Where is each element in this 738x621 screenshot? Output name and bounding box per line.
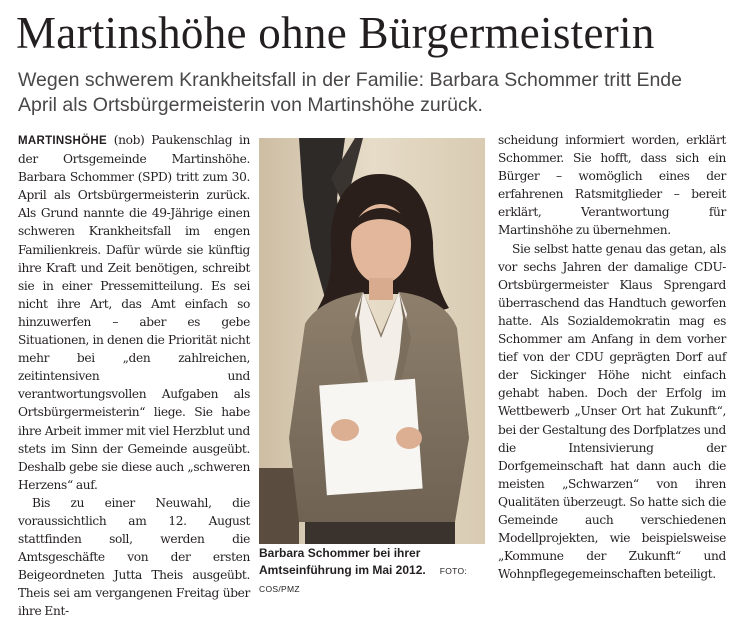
article-column-1 — [18, 131, 250, 621]
photo-caption — [259, 545, 491, 598]
headline: Martinshöhe ohne Bürgermeisterin — [16, 8, 655, 58]
subheadline: Wegen schwerem Krankheitsfall in der Familie: Barbara Schommer tritt Ende April als Ortsbürgermeisterin von Martinshöhe zurück. — [18, 69, 682, 116]
lead-text: (nob) Paukenschlag in der Ortsgemeinde Martinshöhe. Barbara Schommer (SPD) tritt zum 30. April als Ortsbürgermeisterin zurück. Als Grund nannte die 49-Jährige einen schweren Krankheitsfall im engen Familienkreis. Dafür würde sie künftig ihre Kraft und Zeit benötigen, schreibt sie in einer Pressemitteilung. Es sei nicht ihre Art, das Amt einfach so hinzuwerfen – aber es gebe Situationen, in denen die Priorität nicht mehr bei „den zahlreichen, zeitintensiven und verantwortungsvollen Aufgaben als Ortsbürgermeisterin“ liege. Sie habe ihre Arbeit immer mit viel Herzblut und stets im Sinn der Gemeinde ausgeübt. Deshalb gebe sie diese auch „schweren Herzens“ auf. — [18, 133, 250, 492]
paragraph-2-part-2: scheidung informiert worden, erklärt Schommer. Sie hofft, dass sich ein Bürger – womöglich eines der erfahrenen Ratsmitglieder – bereit erklärt, Verantwortung für Martinshöhe zu übernehmen. — [498, 133, 726, 238]
lead-paragraph — [18, 131, 250, 494]
paragraph-2-part-1: Bis zu einer Neuwahl, die voraussichtlich am 12. August stattfinden soll, werden die Amtsgeschäfte von der ersten Beigeordneten Jutta Theis ausgeübt. Theis sei am vergangenen Freitag über ihre Ent- — [18, 495, 250, 619]
paragraph-3: Sie selbst hatte genau das getan, als vor sechs Jahren der damalige CDU-Ortsbürgermeister Klaus Sprengard überraschend das Handtuch geworfen hatte. Als Sozialdemokratin mag es Schommer am Anfang in dem vorher tief von der CDU geprägten Dorf auf der Sickinger Höhe nicht einfach gehabt haben. Doch der Erfolg im Wettbewerb „Unser Ort hat Zukunft“, bei der Gestaltung des Dorfplatzes und die Intensivierung der Dorfgemeinschaft hat dann auch die meisten „Schwarzen“ von ihren Qualitäten überzeugt. So hatte sich die Gemeinde auch verschiedenen Modellprojekten, wie beispielsweise „Kommune der Zukunft“ und Wohnpflegegemeinschaften beteiligt. — [498, 241, 726, 582]
article-photo — [259, 138, 485, 544]
caption-text: Barbara Schommer bei ihrer Amtseinführung im Mai 2012. — [259, 546, 426, 577]
photo-credit: FOTO: COS/PMZ — [259, 566, 468, 594]
photo-illustration — [259, 138, 485, 544]
article-column-3 — [498, 131, 726, 583]
dateline: MARTINSHÖHE — [18, 135, 107, 147]
